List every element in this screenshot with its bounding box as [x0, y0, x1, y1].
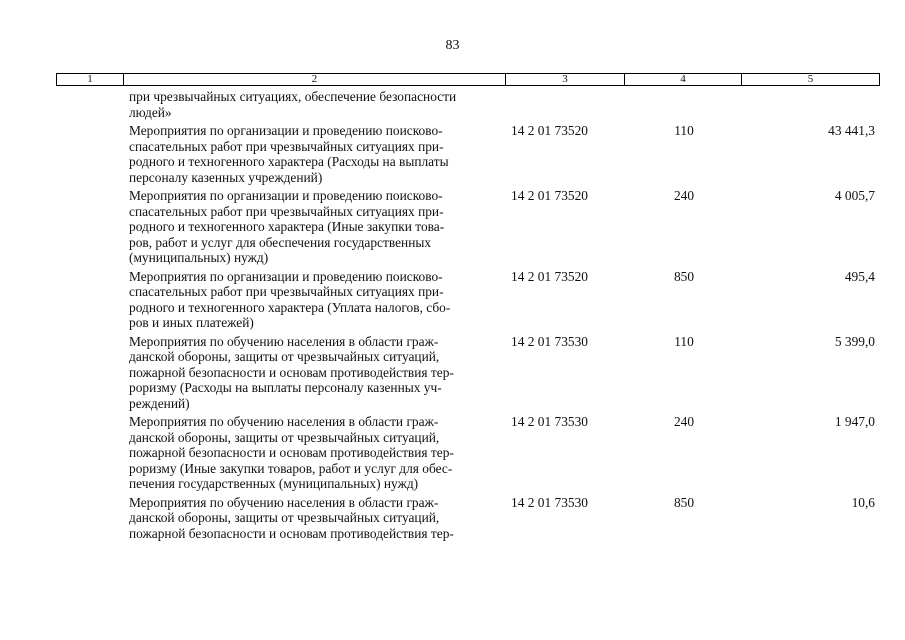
column-number-3: 3: [506, 74, 625, 85]
column-number-4: 4: [625, 74, 742, 85]
description-line: спасательных работ при чрезвычайных ситуациях при-: [129, 138, 444, 154]
row-description: [129, 123, 501, 185]
row-expense-type: 110: [674, 123, 694, 138]
description-line: Мероприятия по обучению населения в области граж-: [129, 414, 439, 429]
table-row: [56, 334, 880, 412]
table-row: [56, 414, 880, 492]
description-line: пожарной безопасности и основам противодействия тер-: [129, 525, 454, 541]
table-row: [56, 123, 880, 185]
description-line: роризму (Иные закупки товаров, работ и услуг для обес-: [129, 460, 453, 476]
row-expense-type: 240: [673, 414, 695, 429]
row-expense-type: 110: [674, 333, 694, 349]
description-line: пожарной безопасности и основам противодействия тер-: [129, 364, 454, 380]
description-line: ров, работ и услуг для обеспечения государственных: [129, 234, 432, 250]
description-line: Мероприятия по организации и проведению поисково-: [129, 268, 443, 284]
row-target-code: 14 2 01 73520: [511, 268, 588, 284]
description-line: ров и иных платежей): [129, 315, 254, 330]
description-line: при чрезвычайных ситуациях, обеспечение безопасности: [129, 89, 457, 104]
row-target-code: 14 2 01 73530: [511, 414, 588, 429]
row-description: [129, 89, 501, 120]
row-target-code: 14 2 01 73530: [511, 494, 588, 510]
row-amount: 5 399,0: [834, 333, 875, 349]
table-row-continuation: [56, 89, 880, 120]
description-line: данской обороны, защиты от чрезвычайных ситуаций,: [129, 349, 440, 364]
table-row: [56, 269, 880, 331]
row-target-code: 14 2 01 73520: [511, 123, 588, 138]
description-line: (муниципальных) нужд): [129, 250, 269, 265]
row-description: [129, 414, 501, 492]
description-line: Мероприятия по обучению населения в области граж-: [129, 333, 439, 349]
row-amount: 43 441,3: [828, 123, 875, 138]
page-number: 83: [445, 38, 460, 53]
description-line: родного и техногенного характера (Иные закупки това-: [129, 219, 445, 234]
description-line: пожарной безопасности и основам противодействия тер-: [129, 445, 454, 460]
row-expense-type: 850: [673, 494, 695, 510]
row-description: [129, 269, 501, 331]
column-number-1: 1: [57, 74, 124, 85]
row-target-code: 14 2 01 73520: [511, 188, 588, 203]
description-line: реждений): [129, 395, 190, 411]
row-amount: 4 005,7: [834, 188, 875, 203]
row-expense-type: 240: [673, 188, 695, 203]
table-column-numbers: [56, 73, 880, 86]
description-line: спасательных работ при чрезвычайных ситуациях при-: [129, 284, 444, 299]
row-expense-type: 850: [673, 268, 695, 284]
description-line: родного и техногенного характера (Расходы на выплаты: [129, 154, 449, 169]
row-description: [129, 495, 501, 542]
row-target-code: 14 2 01 73530: [511, 333, 588, 349]
budget-table-body: [56, 89, 880, 541]
table-row: [56, 188, 880, 266]
description-line: спасательных работ при чрезвычайных ситуациях при-: [129, 203, 444, 219]
description-line: роризму (Расходы на выплаты персоналу казенных уч-: [129, 380, 442, 395]
description-line: данской обороны, защиты от чрезвычайных ситуаций,: [129, 510, 440, 525]
row-amount: 10,6: [851, 494, 875, 510]
column-number-2: 2: [124, 74, 506, 85]
description-line: людей»: [129, 104, 172, 120]
table-row: [56, 495, 880, 542]
description-line: данской обороны, защиты от чрезвычайных ситуаций,: [129, 429, 440, 445]
row-description: [129, 188, 501, 266]
row-description: [129, 334, 501, 412]
column-number-5: 5: [807, 73, 814, 85]
row-amount: 1 947,0: [834, 414, 875, 429]
description-line: родного и техногенного характера (Уплата налогов, сбо-: [129, 299, 451, 315]
row-amount: 495,4: [844, 268, 875, 284]
description-line: Мероприятия по организации и проведению поисково-: [129, 123, 443, 138]
description-line: Мероприятия по обучению населения в области граж-: [129, 494, 439, 510]
description-line: печения государственных (муниципальных) нужд): [129, 476, 419, 491]
description-line: персоналу казенных учреждений): [129, 169, 323, 185]
description-line: Мероприятия по организации и проведению поисково-: [129, 188, 443, 203]
